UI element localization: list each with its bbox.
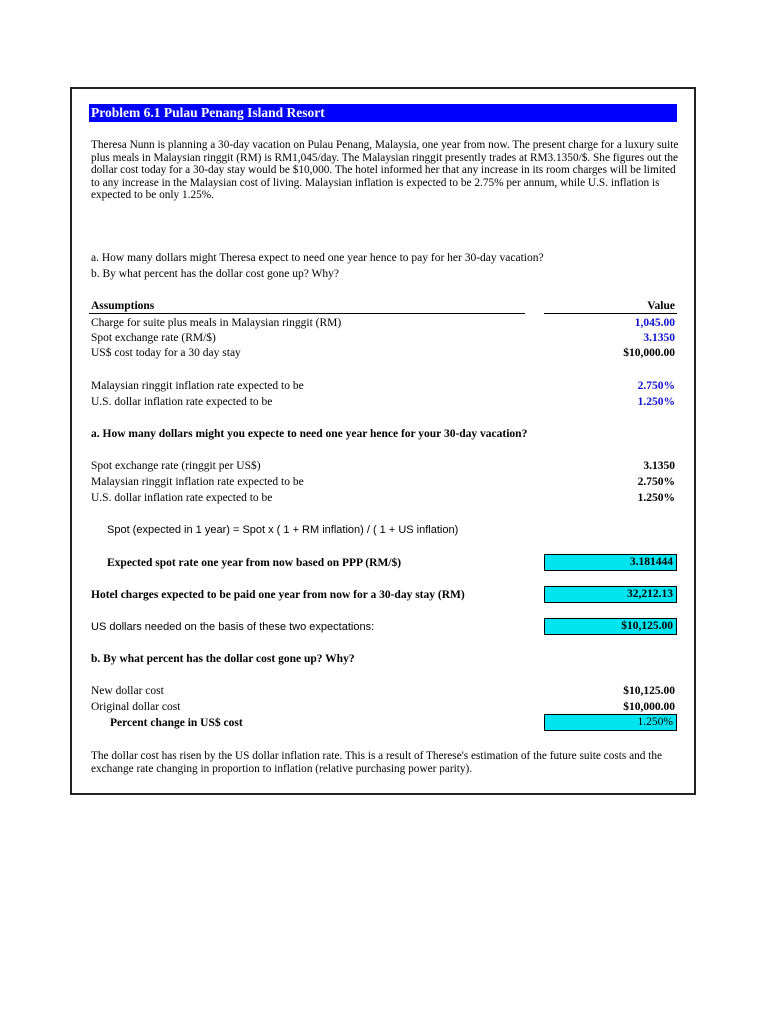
assumption-value: $10,000.00 [623,347,675,359]
problem-title: Problem 6.1 Pulau Penang Island Resort [89,104,677,122]
hotel-charges-value: 32,212.13 [544,586,677,603]
assumptions-header: Assumptions [91,300,155,312]
section-a-label: U.S. dollar inflation rate expected to be [91,492,273,504]
assumption-label: U.S. dollar inflation rate expected to be [91,396,273,408]
assumptions-underline [89,313,525,314]
expected-spot-label: Expected spot rate one year from now based on PPP (RM/$) [107,557,402,569]
assumption-label: Spot exchange rate (RM/$) [91,332,216,344]
section-a-value: 3.1350 [643,460,675,472]
section-b-heading: b. By what percent has the dollar cost gone up? Why? [91,653,355,665]
usd-needed-value: $10,125.00 [544,618,677,635]
question-a: a. How many dollars might Theresa expect to need one year hence to pay for her 30-day vacation? [91,252,544,264]
ppp-formula: Spot (expected in 1 year) = Spot x ( 1 + RM inflation) / ( 1 + US inflation) [107,524,459,536]
new-cost-value: $10,125.00 [623,685,675,697]
section-a-heading: a. How many dollars might you expecte to need one year hence for your 30-day vacation? [91,428,528,440]
assumption-label: Malaysian ringgit inflation rate expected to be [91,380,304,392]
new-cost-label: New dollar cost [91,685,164,697]
original-cost-value: $10,000.00 [623,701,675,713]
problem-intro: Theresa Nunn is planning a 30-day vacation on Pulau Penang, Malaysia, one year from now. The present charge for a luxury suite plus meals in Malaysian ringgit (RM) is RM1,045/day. The Malaysian ringgit presently trades at RM3.1350/$. She figures out the dollar cost today for a 30-day stay would be $10,000. The hotel informed her that any increase in its room charges will be limited to any increase in the Malaysian cost of living. Malaysian inflation is expected to be 2.75% per annum, while U.S. inflation is expected to be only 1.25%. [91,139,679,201]
assumption-value: 1.250% [637,396,675,408]
assumption-value: 2.750% [637,380,675,392]
section-a-label: Malaysian ringgit inflation rate expected to be [91,476,304,488]
usd-needed-label: US dollars needed on the basis of these two expectations: [91,621,375,633]
section-a-value: 2.750% [637,476,675,488]
question-b: b. By what percent has the dollar cost gone up? Why? [91,268,339,280]
assumption-value: 3.1350 [643,332,675,344]
hotel-charges-label: Hotel charges expected to be paid one year from now for a 30-day stay (RM) [91,589,465,601]
assumption-label: US$ cost today for a 30 day stay [91,347,241,359]
assumption-value: 1,045.00 [634,317,675,329]
percent-change-label: Percent change in US$ cost [110,717,243,729]
section-a-label: Spot exchange rate (ringgit per US$) [91,460,261,472]
value-header: Value [647,300,675,312]
percent-change-value: 1.250% [544,714,677,731]
section-a-value: 1.250% [637,492,675,504]
original-cost-label: Original dollar cost [91,701,181,713]
value-underline [544,313,677,314]
conclusion-text: The dollar cost has risen by the US dollar inflation rate. This is a result of Therese's estimation of the future suite costs and the exchange rate changing in proportion to inflation (relative purchasing power parity). [91,750,663,775]
expected-spot-value: 3.181444 [544,554,677,571]
assumption-label: Charge for suite plus meals in Malaysian ringgit (RM) [91,317,342,329]
